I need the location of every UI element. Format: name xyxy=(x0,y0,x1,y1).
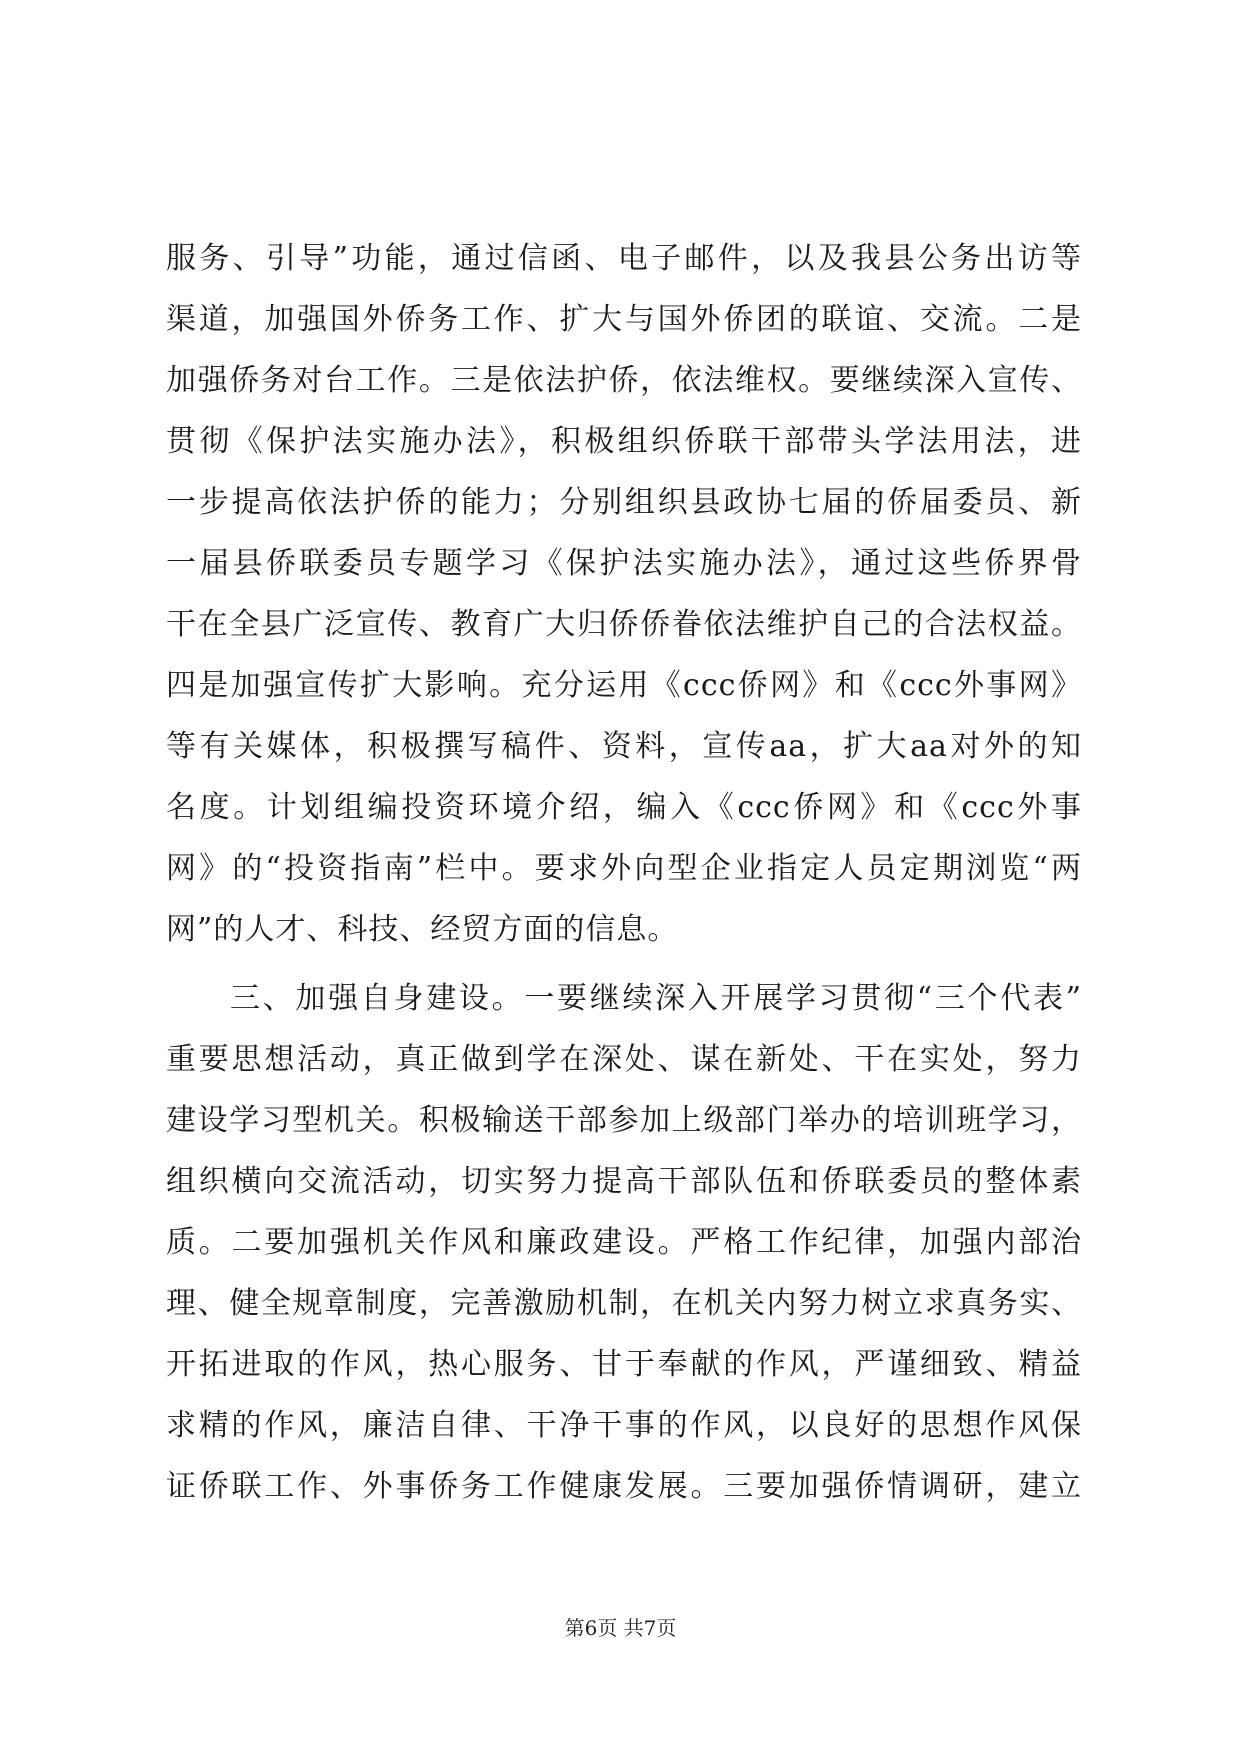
text-line: 服务、引导”功能，通过信函、电子邮件，以及我县公务出访等 xyxy=(166,241,1082,276)
page-number: 第6页 共7页 xyxy=(564,1616,677,1640)
text-line: 理、健全规章制度，完善激励机制，在机关内努力树立求真务实、 xyxy=(166,1286,1082,1321)
text-line: 建设学习型机关。积极输送干部参加上级部门举办的培训班学习， xyxy=(166,1103,1082,1138)
text-line: 贯彻《保护法实施办法》，积极组织侨联干部带头学法用法，进 xyxy=(166,424,1082,459)
text-line: 一届县侨联委员专题学习《保护法实施办法》，通过这些侨界骨 xyxy=(166,546,1082,581)
paragraph-gap xyxy=(166,960,1082,968)
text-line: 质。二要加强机关作风和廉政建设。严格工作纪律，加强内部治 xyxy=(166,1225,1082,1260)
paragraph-1 xyxy=(166,228,1082,960)
text-line: 一步提高依法护侨的能力；分别组织县政协七届的侨届委员、新 xyxy=(166,485,1082,520)
text-line: 名度。计划组编投资环境介绍，编入《ccc侨网》和《ccc外事 xyxy=(166,790,1082,825)
page-footer xyxy=(0,1614,1241,1642)
text-line: 渠道，加强国外侨务工作、扩大与国外侨团的联谊、交流。二是 xyxy=(166,302,1082,337)
text-line: 三、加强自身建设。一要继续深入开展学习贯彻“三个代表” xyxy=(230,981,1082,1016)
text-line: 四是加强宣传扩大影响。充分运用《ccc侨网》和《ccc外事网》 xyxy=(166,668,1082,703)
text-line: 网》的“投资指南”栏中。要求外向型企业指定人员定期浏览“两 xyxy=(166,851,1082,886)
text-line: 组织横向交流活动，切实努力提高干部队伍和侨联委员的整体素 xyxy=(166,1164,1082,1199)
text-line: 证侨联工作、外事侨务工作健康发展。三要加强侨情调研，建立 xyxy=(166,1469,1082,1504)
text-line: 求精的作风，廉洁自律、干净干事的作风，以良好的思想作风保 xyxy=(166,1408,1082,1443)
text-line: 干在全县广泛宣传、教育广大归侨侨眷依法维护自己的合法权益。 xyxy=(166,607,1082,642)
text-line: 开拓进取的作风，热心服务、甘于奉献的作风，严谨细致、精益 xyxy=(166,1347,1082,1382)
text-line: 加强侨务对台工作。三是依法护侨，依法维权。要继续深入宣传、 xyxy=(166,363,1082,398)
body-text xyxy=(166,228,1082,1517)
text-line: 网”的人才、科技、经贸方面的信息。 xyxy=(166,912,679,947)
paragraph-2 xyxy=(166,968,1082,1517)
text-line: 等有关媒体，积极撰写稿件、资料，宣传aa，扩大aa对外的知 xyxy=(166,729,1082,764)
text-line: 重要思想活动，真正做到学在深处、谋在新处、干在实处，努力 xyxy=(166,1042,1082,1077)
